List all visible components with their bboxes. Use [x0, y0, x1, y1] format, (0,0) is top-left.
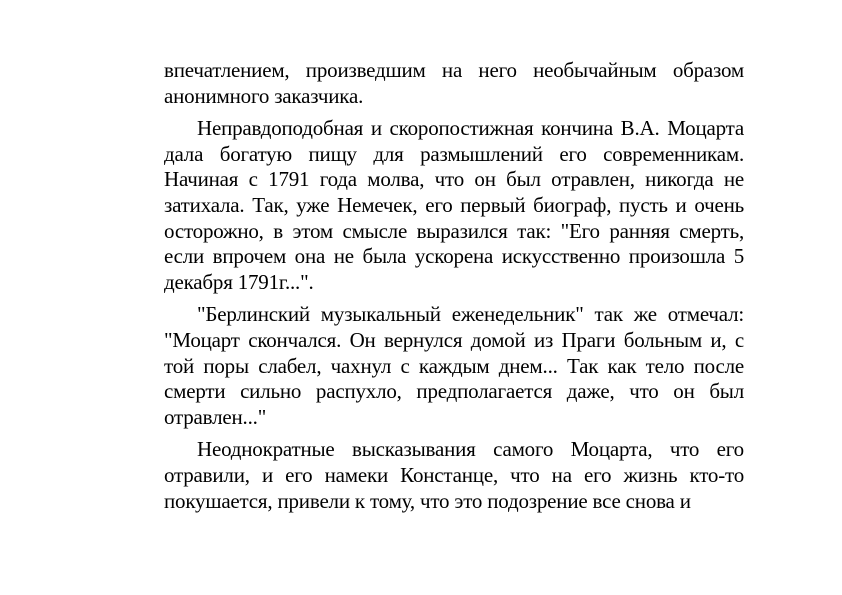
text-column: [164, 58, 744, 521]
paragraph-continuation: впечатлением, произведшим на него необычайным образом анонимного заказчика.: [164, 58, 744, 108]
paragraph-poisoning-suspicion: Неоднократные высказывания самого Моцарта, что его отравили, и его намеки Констанце, что на его жизнь кто-то покушается, привели к тому, что это подозрение все снова и: [164, 437, 744, 513]
paragraph-mozart-death: Неправдоподобная и скоропостижная кончина В.А. Моцарта дала богатую пищу для размышлений его современникам. Начиная с 1791 года молва, что он был отравлен, никогда не затихала. Так, уже Немечек, его первый биограф, пусть и очень осторожно, в этом смысле выразился так: "Его ранняя смерть, если впрочем она не была ускорена искусственно произошла 5 декабря 1791г...".: [164, 116, 744, 294]
paragraph-berlin-weekly: "Берлинский музыкальный еженедельник" так же отмечал: "Моцарт скончался. Он вернулся домой из Праги больным и, с той поры слабел, чахнул с каждым днем... Так как тело после смерти сильно распухло, предполагается даже, что он был отравлен...": [164, 302, 744, 429]
